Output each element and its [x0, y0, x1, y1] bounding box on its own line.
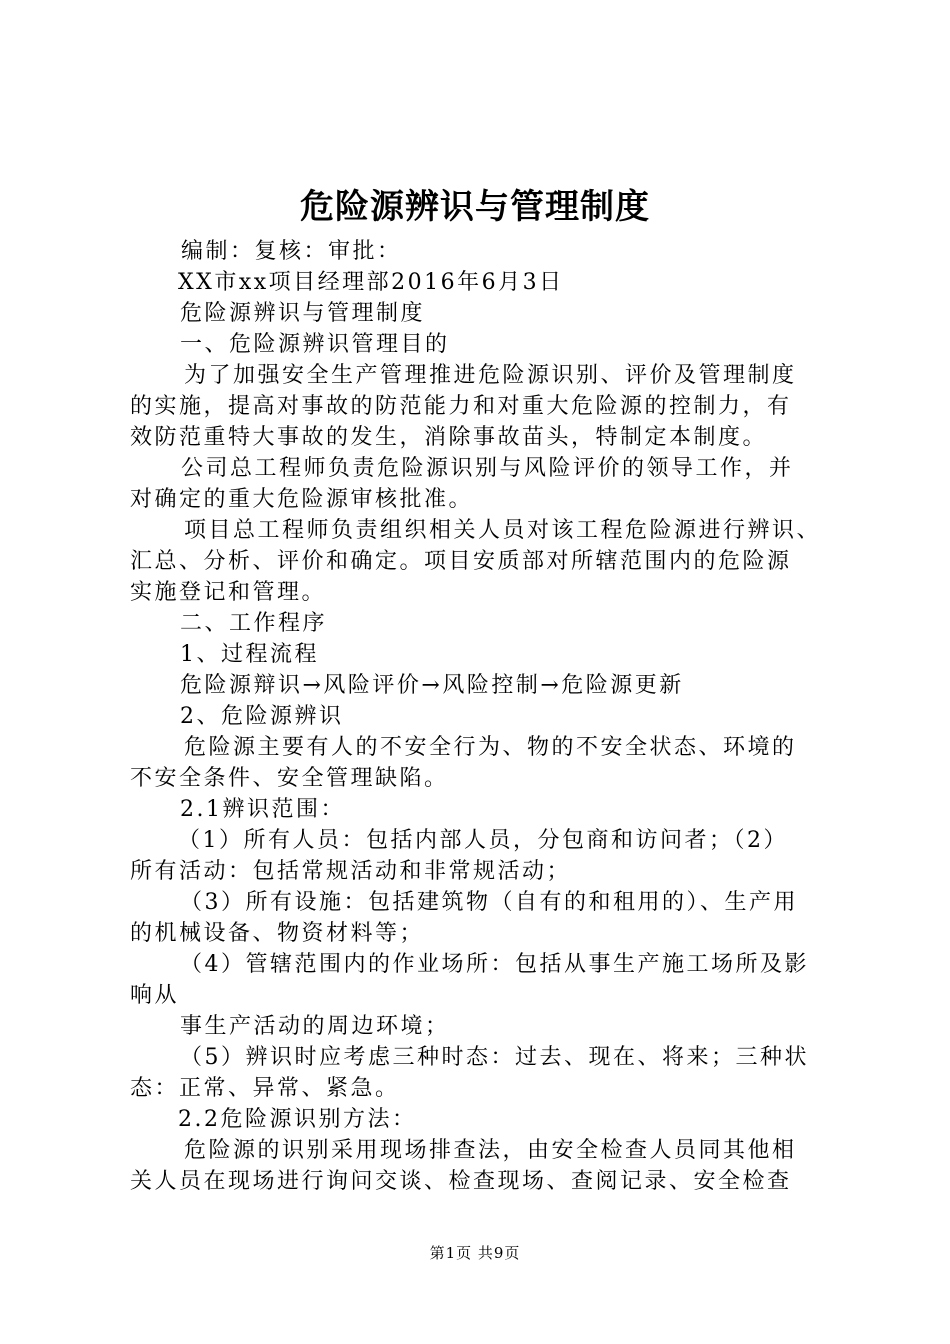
text-line: 的实施，提高对事故的防范能力和对重大危险源的控制力，有 [130, 394, 792, 419]
document-title: 危险源辨识与管理制度 [300, 187, 650, 227]
text-line: 危险源的识别采用现场排查法，由安全检查人员同其他相 [184, 1138, 797, 1163]
page-footer: 第1页 共9页 [429, 1244, 521, 1262]
text-line: 不安全条件、安全管理缺陷。 [130, 766, 449, 791]
text-line: 态：正常、异常、紧急。 [130, 1076, 400, 1101]
text-line: 为了加强安全生产管理推进危险源识别、评价及管理制度 [184, 363, 797, 388]
text-line: 汇总、分析、评价和确定。项目安质部对所辖范围内的危险源 [130, 549, 792, 574]
text-line: 效防范重特大事故的发生，消除事故苗头，特制定本制度。 [130, 425, 768, 450]
text-line: 危险源主要有人的不安全行为、物的不安全状态、环境的 [184, 735, 797, 760]
text-line: 2.1辨识范围： [180, 797, 345, 822]
text-line: 对确定的重大危险源审核批准。 [130, 487, 474, 512]
text-line: 事生产活动的周边环境； [180, 1014, 450, 1039]
text-line: 实施登记和管理。 [130, 580, 327, 605]
text-line: （3）所有设施：包括建筑物（自有的和租用的）、生产用 [180, 890, 798, 915]
text-line: 响从 [130, 983, 180, 1008]
text-line: （5）辨识时应考虑三种时态：过去、现在、将来；三种状 [180, 1045, 809, 1070]
text-line: 所有活动：包括常规活动和非常规活动； [130, 859, 572, 884]
text-line: 关人员在现场进行询问交谈、检查现场、查阅记录、安全检查 [130, 1169, 792, 1194]
text-line: 二、工作程序 [180, 611, 328, 636]
text-line: 2.2危险源识别方法： [178, 1107, 417, 1132]
text-line: 编制：复核：审批： [181, 239, 402, 264]
text-line: 项目总工程师负责组织相关人员对该工程危险源进行辨识、 [184, 518, 822, 543]
text-line: 1、过程流程 [180, 642, 319, 667]
text-line: XX市xx项目经理部2016年6月3日 [178, 270, 564, 295]
text-line: （4）管辖范围内的作业场所：包括从事生产施工场所及影 [180, 952, 809, 977]
text-line: 2、危险源辨识 [180, 704, 344, 729]
text-line: 危险源辨识与管理制度 [180, 301, 426, 326]
text-line: 一、危险源辨识管理目的 [180, 332, 450, 357]
text-line: 公司总工程师负责危险源识别与风险评价的领导工作，并 [181, 456, 794, 481]
text-line: 危险源辩识→风险评价→风险控制→危险源更新 [180, 673, 684, 698]
text-line: 的机械设备、物资材料等； [130, 921, 425, 946]
text-line: （1）所有人员：包括内部人员，分包商和访问者；（2） [178, 828, 788, 853]
